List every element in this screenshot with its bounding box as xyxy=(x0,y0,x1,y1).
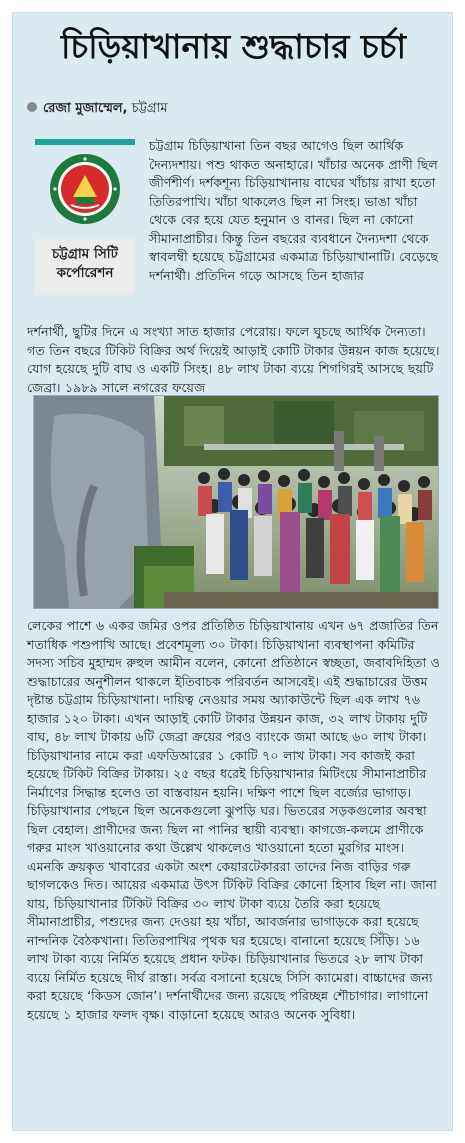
city-corporation-seal-icon xyxy=(49,153,121,225)
logo-label: চট্টগ্রাম সিটি কর্পোরেশন xyxy=(35,239,135,295)
city-corporation-logo-box xyxy=(35,139,135,295)
zoo-crowd-image xyxy=(34,396,438,608)
article-paragraph-2: দর্শনার্থী, ছুটির দিনে এ সংখ্যা সাত হাজার পেরোয়। ফলে ঘুচছে আর্থিক দৈন্যতা। গত তিন বছরে টিকিট বিক্রির অর্থ দিয়েই আড়াই কোটি টাকার উন্নয়ন কাজ হয়েছে। যোগ হয়েছে দুটি বাঘ ও একটি সিংহ। ৪৮ লাখ টাকা ব্যয়ে শিগগিরই আসছে ছয়টি জেব্রা। ১৯৮৯ সালে নগরের ফয়েজ xyxy=(27,324,440,395)
newspaper-article xyxy=(12,12,453,1131)
byline xyxy=(27,99,168,119)
bullet-icon xyxy=(27,102,37,112)
logo-accent-bar xyxy=(35,139,135,145)
author-name: রেজা মুজাম্মেল, xyxy=(43,101,128,116)
article-paragraph-3: লেকের পাশে ৬ একর জমির ওপর প্রতিষ্ঠিত চিড়িয়াখানায় এখন ৬৭ প্রজাতির তিন শতাধিক পশুপাখি আছে। প্রবেশমূল্য ৩০ টাকা। চিড়িয়াখানা ব্যবস্থাপনা কমিটির সদস্য সচিব মুহাম্মদ রুহুল আমীন বলেন, কোনো প্রতিষ্ঠানে স্বচ্ছতা, জবাবদিহিতা ও শুদ্ধাচারের অনুশীলন থাকলে ইতিবাচক পরিবর্তন আসবেই। এই শুদ্ধাচারের উত্তম দৃষ্টান্ত চট্টগ্রাম চিড়িয়াখানা। দায়িত্ব নেওয়ার সময় অ্যাকাউন্টে ছিল এক লাখ ৭৬ হাজার ১২০ টাকা। এখন আড়াই কোটি টাকার উন্নয়ন কাজ, ৩২ লাখ টাকায় দুটি বাঘ, ৪৮ লাখ টাকায় ৬টি জেব্রা ক্রয়ের পরও ব্যাংকে জমা আছে ৬০ লাখ টাকা। চিড়িয়াখানার নামে করা এফডিআরের ১ কোটি ৭০ লাখ টাকা। সব কাজই করা হয়েছে টিকিট বিক্রির টাকায়। ২৫ বছর ধরেই চিড়িয়াখানার মিটিংয়ে সীমানাপ্রাচীর নির্মাণের সিদ্ধান্ত হলেও তা বাস্তবায়ন হয়নি। দক্ষিণ পাশে ছিল বর্জ্যের ভাগাড়। চিড়িয়াখানার পেছনে ছিল অনেকগুলো ঝুপড়ি ঘর। ভিতরের সড়কগুলোর অবস্থা ছিল বেহাল। প্রাণীদের জন্য ছিল না পানির স্থায়ী ব্যবস্থা। কাগজে-কলমে প্রাণীকে গরুর মাংস খাওয়ানোর কথা উল্লেখ থাকলেও খাওয়ানো হতো মুরগির মাংস। এমনকি ক্রয়কৃত খাবারের একটা অংশ কেয়ারটেকাররা তাদের নিজ বাড়ির গরু ছাগলকেও দিত। আয়ের একমাত্র উৎস টিকিট বিক্রির কোনো হিসাব ছিল না। জানা যায়, চিড়িয়াখানার টিকিট বিক্রির ৩০ লাখ টাকা ব্যয়ে তৈরি করা হয়েছে সীমানাপ্রাচীর, পশুদের জন্য দেওয়া হয় খাঁচা, আবর্জনার ভাগাড়কে করা হয়েছে নান্দনিক বৈঠকখানা। তিতিরপাখির পৃথক ঘর হয়েছে। বানানো হয়েছে সিঁড়ি। ১৬ লাখ টাকা ব্যয়ে নির্মিত হয়েছে প্রধান ফটক। চিড়িয়াখানার ভিতরে ২৮ লাখ টাকা ব্যয়ে নির্মিত হয়েছে দীর্ঘ রাস্তা। সর্বত্র বসানো হয়েছে সিসি ক্যামেরা। বাচ্চাদের জন্য করা হয়েছে ‘কিডস জোন’। দর্শনার্থীদের জন্য রয়েছে পরিচ্ছন্ন শৌচাগার। লাগানো হয়েছে ১ হাজার ফলদ বৃক্ষ। বাড়ানো হয়েছে আরও অনেক সুবিধা। xyxy=(27,618,440,1022)
byline-location: চট্টগ্রাম xyxy=(127,101,168,116)
headline: চিড়িয়াখানায় শুদ্ধাচার চর্চা xyxy=(60,27,407,66)
zoo-crowd-photo xyxy=(33,395,439,609)
article-paragraph-intro: চট্টগ্রাম চিড়িয়াখানা তিন বছর আগেও ছিল আর্থিক দৈন্যদশায়। পশু থাকত অনাহারে। খাঁচার অনেক প্রাণী ছিল জীর্ণশীর্ণ। দর্শকশূন্য চিড়িয়াখানায় বাঘের খাঁচায় রাখা হতো তিতিরপাখি। খাঁচা থাকলেও ছিল না সিংহ। ভাঙা খাঁচা থেকে বের হয়ে যেত হনুমান ও বানর। ছিল না কোনো সীমানাপ্রাচীর। কিন্তু তিন বছরের ব্যবধানে দৈন্যদশা থেকে স্বাবলম্বী হয়েছে চট্টগ্রামের একমাত্র চিড়িয়াখানাটি। বেড়েছে দর্শনার্থী। প্রতিদিন গড়ে আসছে তিন হাজার xyxy=(149,138,439,283)
